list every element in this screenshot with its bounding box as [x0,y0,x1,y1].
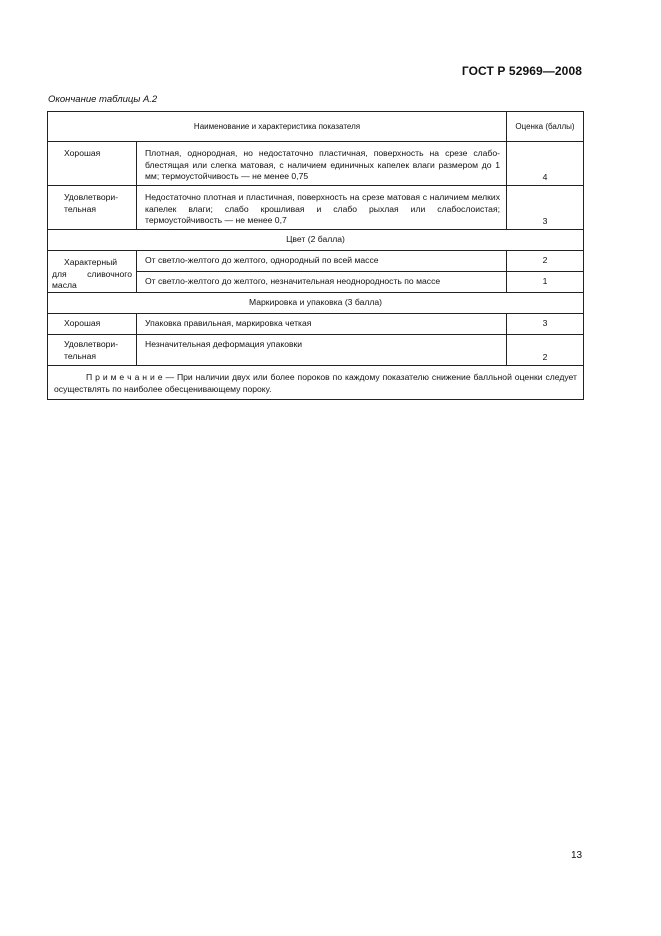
note-text: — При наличии двух или более пороков по каждому показателю снижение балльной оценки следует осуществлять по наиболее обесценивающему пороку. [54,372,577,394]
table-row [48,314,584,335]
row-description: От светло-желтого до желтого, незначительная неоднородность по массе [137,272,507,293]
row-label-line: тельная [64,203,97,214]
row-description: Недостаточно плотная и пластичная, поверхность на срезе матовая с наличием мелких капелек влаги; слабо крошливая и слабо рыхлая или слабослоистая; термоустойчивость — не менее 0,7 [137,186,507,230]
column-header-name: Наименование и характеристика показателя [48,112,507,142]
table-header-row [48,112,584,142]
table-row [48,186,584,230]
section-heading-color: Цвет (2 балла) [48,230,584,251]
section-heading-packaging: Маркировка и упаковка (3 балла) [48,293,584,314]
section-row [48,293,584,314]
row-description: Упаковка правильная, маркировка четкая [137,314,507,335]
row-label-line: Удовлетвори- [64,339,119,349]
row-score: 3 [507,186,584,230]
table-row [48,251,584,272]
row-label: Хорошая [48,142,137,186]
row-score: 2 [507,251,584,272]
row-score: 3 [507,314,584,335]
table-row [48,335,584,366]
quality-table [47,111,584,400]
row-description: Незначительная деформация упаковки [137,335,507,366]
note-row [48,366,584,400]
row-label-line: масла [52,280,77,290]
row-label [48,251,137,293]
note-lead: П р и м е ч а н и е [86,372,163,382]
row-label-line: для сливочного [52,268,132,279]
row-score: 1 [507,272,584,293]
row-description: От светло-желтого до желтого, однородный по всей массе [137,251,507,272]
row-label-line: тельная [64,350,97,361]
document-header-standard: ГОСТ Р 52969—2008 [461,64,582,78]
section-row [48,230,584,251]
row-label-line: Удовлетвори- [64,192,119,202]
row-label: Хорошая [48,314,137,335]
table-note [48,366,584,400]
row-label-line: Характерный [64,257,118,267]
row-label [48,186,137,230]
column-header-score: Оценка (баллы) [507,112,584,142]
row-description: Плотная, однородная, но недостаточно пластичная, поверхность на срезе слабо-блестящая или слегка матовая, с наличием единичных капелек влаги размером до 1 мм; термоустойчивость — не менее 0,75 [137,142,507,186]
table-row [48,142,584,186]
page-number: 13 [571,850,583,861]
row-score: 4 [507,142,584,186]
row-label [48,335,137,366]
table-caption: Окончание таблицы А.2 [48,94,158,105]
row-score: 2 [507,335,584,366]
